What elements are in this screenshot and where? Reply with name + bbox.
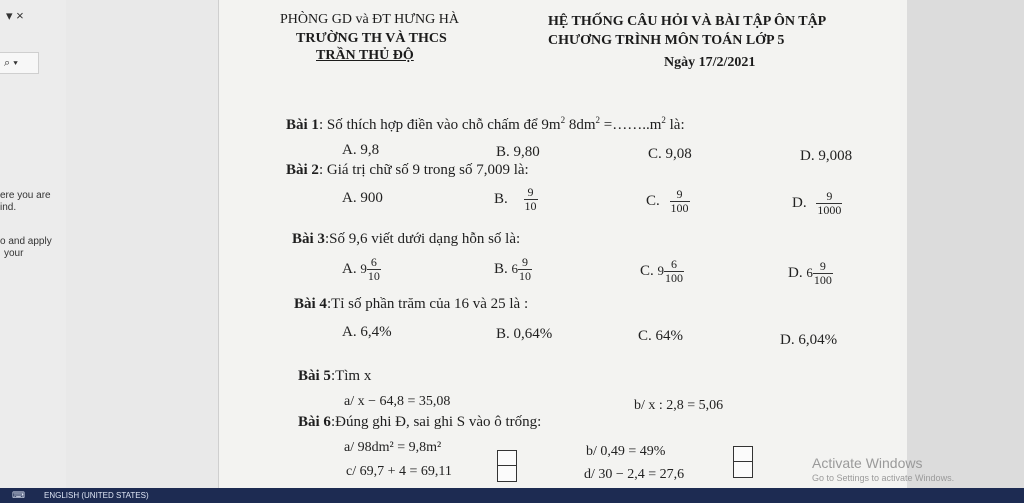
denominator: 100 [665, 271, 684, 285]
q4-option-c: C. 64% [638, 328, 683, 344]
option-letter: A. [342, 260, 357, 277]
question-text: : Giá trị chữ số 9 trong số 7,009 là: [318, 162, 529, 178]
question-label: Bài 3 [292, 231, 325, 247]
q1-option-c: C. 9,08 [648, 146, 692, 162]
denominator: 10 [519, 269, 532, 283]
q6-part-c: c/ 69,7 + 4 = 69,11 [346, 464, 452, 479]
whole-part: 9 [657, 262, 665, 278]
whole-part: 6 [511, 260, 519, 276]
right-margin [907, 0, 1024, 488]
q3-option-a [342, 256, 381, 283]
question-5 [298, 368, 371, 385]
question-text: :Tìm x [330, 368, 372, 384]
keyboard-layout-icon[interactable]: ⌨ [12, 490, 25, 500]
q4-option-a: A. 6,4% [342, 324, 392, 340]
fraction [518, 256, 532, 283]
answer-box-b-d[interactable] [733, 446, 753, 478]
option-letter: C. [646, 192, 660, 209]
q2-option-b [494, 186, 538, 213]
question-3 [292, 231, 520, 248]
search-dropdown[interactable] [0, 52, 39, 74]
numerator: 9 [826, 189, 833, 203]
side-text-4: your [4, 248, 24, 259]
option-letter: D. [788, 264, 803, 281]
whole-part: 6 [806, 264, 813, 280]
option-letter: C. [640, 262, 654, 279]
status-bar [0, 488, 1024, 503]
q1-option-d: D. 9,008 [800, 148, 853, 164]
side-text-2: ind. [0, 202, 17, 213]
q2-option-c [646, 188, 690, 215]
fraction [367, 256, 381, 283]
question-2 [286, 162, 529, 179]
question-label: Bài 1 [286, 117, 319, 133]
denominator: 10 [524, 199, 537, 213]
q6-part-b: b/ 0,49 = 49% [586, 444, 666, 459]
q1-option-a: A. 9,8 [342, 142, 380, 158]
side-text-1: ere you are [0, 190, 51, 201]
question-text: =……..m [600, 117, 662, 133]
side-text-3: o and apply [0, 236, 52, 247]
left-pane [0, 0, 66, 488]
q4-option-b: B. 0,64% [496, 326, 553, 342]
q5-part-a: a/ x − 64,8 = 35,08 [344, 394, 451, 409]
numerator: 9 [819, 259, 826, 273]
q3-option-c [640, 258, 684, 285]
school-name-2: TRẦN THỦ ĐỘ [316, 48, 414, 63]
question-label: Bài 5 [298, 368, 331, 384]
numerator: 9 [522, 255, 529, 269]
question-text: :Số 9,6 viết dưới dạng hỗn số là: [324, 231, 521, 247]
q4-option-d: D. 6,04% [780, 332, 838, 348]
numerator: 6 [671, 257, 678, 271]
language-indicator[interactable]: ENGLISH (UNITED STATES) [44, 491, 149, 500]
superscript: 2 [661, 115, 666, 125]
question-label: Bài 2 [286, 162, 319, 178]
question-text: 8dm [565, 117, 596, 133]
q1-option-b: B. 9,80 [496, 144, 540, 160]
question-1 [286, 115, 685, 134]
question-4 [294, 296, 528, 313]
activation-watermark-subtitle: Go to Settings to activate Windows. [812, 473, 955, 483]
numerator: 9 [676, 187, 683, 201]
question-6 [298, 414, 541, 431]
question-text: : Số thích hợp điền vào chỗ chấm để 9m [318, 117, 561, 133]
doc-date: Ngày 17/2/2021 [664, 55, 756, 70]
q6-part-a: a/ 98dm² = 9,8m² [344, 440, 442, 455]
activation-watermark-title: Activate Windows [812, 455, 923, 471]
fraction [816, 190, 842, 217]
doc-subtitle: CHƯƠNG TRÌNH MÔN TOÁN LỚP 5 [548, 33, 785, 48]
fraction [524, 186, 538, 213]
school-office: PHÒNG GD và ĐT HƯNG HÀ [280, 12, 459, 27]
whole-part: 9 [360, 260, 367, 276]
q5-part-b: b/ x : 2,8 = 5,06 [634, 398, 724, 413]
q2-option-a: A. 900 [342, 190, 383, 206]
school-name: TRƯỜNG TH VÀ THCS [296, 31, 447, 46]
q3-option-d [788, 260, 833, 287]
denominator: 100 [813, 273, 832, 287]
fraction [670, 188, 690, 215]
numerator: 6 [370, 255, 377, 269]
option-letter: D. [792, 194, 807, 211]
answer-box-c[interactable] [497, 450, 517, 482]
option-letter: B. [494, 190, 508, 207]
question-text: :Đúng ghi Đ, sai ghi S vào ô trống: [330, 414, 542, 430]
question-text: :Tỉ số phần trăm của 16 và 25 là : [326, 296, 529, 312]
search-icon: ⌕ ▾ [4, 57, 18, 69]
close-icon[interactable]: ▾ × [6, 8, 24, 23]
q2-option-d [792, 190, 842, 217]
question-label: Bài 4 [294, 296, 327, 312]
question-label: Bài 6 [298, 414, 331, 430]
fraction [813, 260, 833, 287]
denominator: 10 [367, 269, 380, 283]
superscript: 2 [560, 115, 566, 125]
numerator: 9 [527, 185, 534, 199]
question-text: là: [665, 117, 685, 133]
option-letter: B. [494, 260, 508, 277]
superscript: 2 [595, 115, 600, 125]
doc-title: HỆ THỐNG CÂU HỎI VÀ BÀI TẬP ÔN TẬP [548, 14, 827, 29]
fraction [664, 258, 684, 285]
q6-part-d: d/ 30 − 2,4 = 27,6 [584, 467, 685, 482]
denominator: 100 [670, 201, 689, 215]
q3-option-b [494, 256, 532, 283]
denominator: 1000 [817, 203, 842, 217]
